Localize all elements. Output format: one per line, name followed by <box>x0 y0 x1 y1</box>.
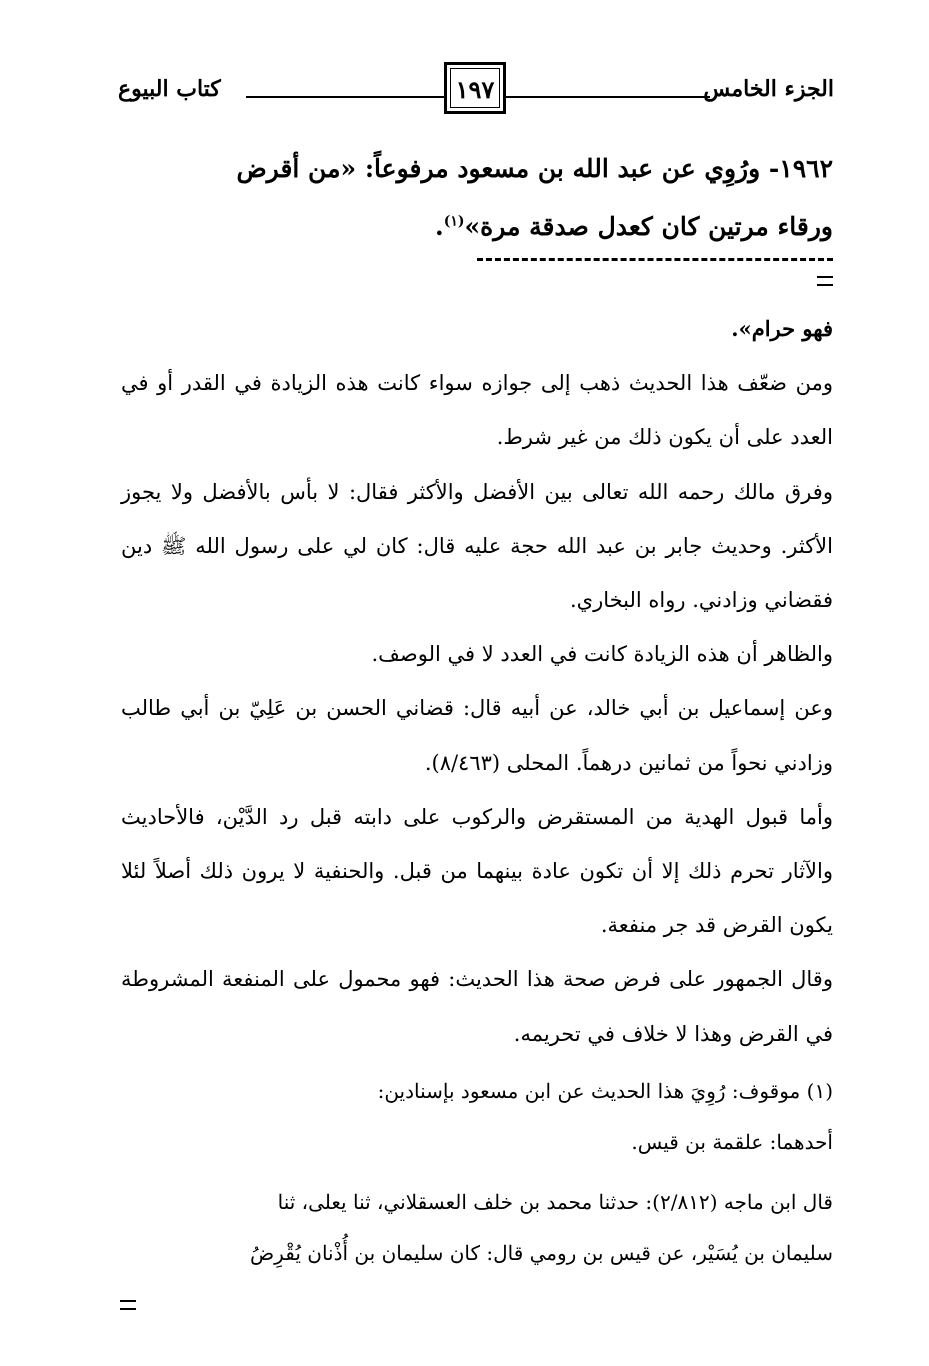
hadith-text-end: ورقاء مرتين كان كعدل صدقة مرة <box>480 212 833 241</box>
page-header <box>118 62 838 122</box>
hadith-line-2 <box>121 198 833 256</box>
hadith-line-1 <box>121 140 833 198</box>
paragraph: والظاهر أن هذه الزيادة كانت في العدد لا في الوصف. <box>371 642 833 667</box>
hadith-period: . <box>435 212 444 241</box>
hadith-quote-close: » <box>464 212 481 241</box>
header-rule-right <box>505 96 710 98</box>
paragraph: وفرق مالك رحمه الله تعالى بين الأفضل والأكثر فقال: لا بأس بالأفضل ولا يجوز الأكثر. وحديث جابر بن عبد الله حجة عليه قال: كان لي على رسول الله ﷺ دين فقضاني وزادني. رواه البخاري. <box>121 479 833 613</box>
volume-title: الجزء الخامس <box>703 76 834 102</box>
footnote-reference: (١) <box>443 213 465 230</box>
paragraph: وأما قبول الهدية من المستقرض والركوب على دابته قبل رد الدَّيْن، فالأحاديث والآثار تحرم ذلك إلا أن تكون عادة بينهما من قبل. والحنفية لا يرون ذلك أصلاً لئلا يكون القرض قد جر منفعة. <box>121 804 833 938</box>
continuation-mark <box>817 276 833 286</box>
commentary-text <box>121 302 833 1061</box>
hadith-intro: ١٩٦٢- ورُوِي عن عبد الله بن مسعود مرفوعاً: « <box>340 154 833 183</box>
header-rule-left <box>246 96 444 98</box>
footnote-line: قال ابن ماجه (٢/٨١٢): حدثنا محمد بن خلف العسقلاني، ثنا يعلى، ثنا <box>277 1190 833 1214</box>
footnote-line: (١) موقوف: رُوِيَ هذا الحديث عن ابن مسعود بإسنادين: <box>377 1079 833 1103</box>
paragraph: وعن إسماعيل بن أبي خالد، عن أبيه قال: قضاني الحسن بن عَلِيّ بن أبي طالب وزادني نحواً من ثمانين درهماً. المحلى (٨/٤٦٣). <box>121 696 833 775</box>
paragraph: ومن ضعّف هذا الحديث ذهب إلى جوازه سواء كانت هذه الزيادة في القدر أو في العدد على أن يكون ذلك من غير شرط. <box>121 371 833 450</box>
continuation-mark-bottom <box>120 1300 136 1310</box>
page-number: ١٩٧ <box>444 62 506 114</box>
footnote-line: أحدهما: علقمة بن قيس. <box>631 1130 833 1154</box>
book-title: كتاب البيوع <box>118 76 221 102</box>
paragraph: وقال الجمهور على فرض صحة هذا الحديث: فهو محمول على المنفعة المشروطة في القرض وهذا لا خلاف في تحريمه. <box>121 967 833 1046</box>
hadith-block <box>121 140 833 256</box>
section-divider <box>477 258 833 261</box>
footnotes <box>121 1066 833 1279</box>
hadith-text-start: من أقرض <box>236 154 341 183</box>
paragraph: فهو حرام». <box>731 316 833 341</box>
footnote-line: سليمان بن يُسَيْر، عن قيس بن رومي قال: كان سليمان بن أُذْنان يُقْرِضُ <box>250 1241 833 1265</box>
